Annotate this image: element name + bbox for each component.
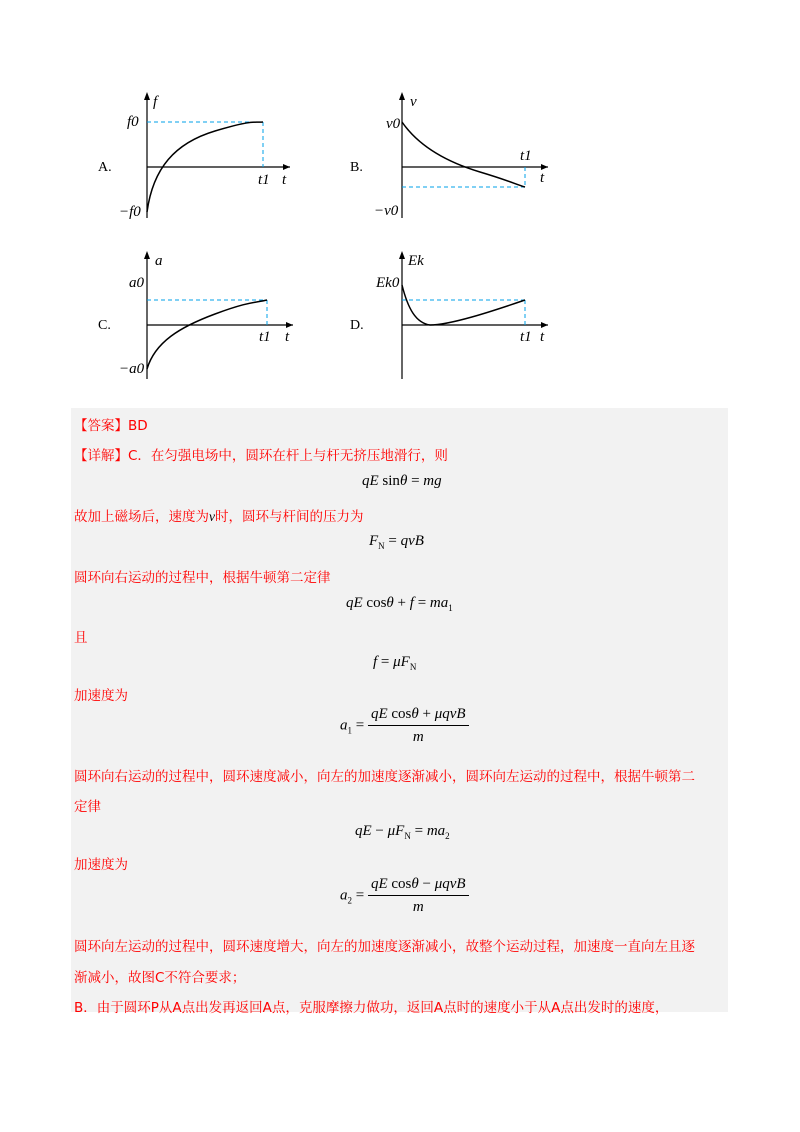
equation-5: $a_1$ = $\frac{\text{qE cosθ + μqvB}}{m}$ [340,706,469,746]
explain-line-9: 圆环向左运动的过程中，圆环速度增大，向左的加速度逐渐减小，故整个运动过程，加速度一直向左且逐 [74,939,695,955]
explain-line-1: 【详解】C．在匀强电场中，圆环在杆上与杆无挤压地滑行，则 [74,448,448,464]
equation-4: $f = \mu F_N$ [373,654,417,672]
y-pos-label: v0 [386,116,401,132]
option-c-label: C. [98,318,111,333]
y-neg-label: −a0 [119,361,145,377]
x-axis-label: t [540,329,545,345]
y-pos-label: a0 [129,275,144,291]
explain-line-11: B．由于圆环P从A点出发再返回A点，克服摩擦力做功，返回A点时的速度小于从A点出发时的速度， [74,1000,669,1016]
graph-a [95,88,305,227]
x-axis-label: t [540,170,545,186]
x-axis-arrow [286,322,293,328]
y-axis-label: a [155,253,163,269]
y-pos-label: Ek0 [376,275,400,291]
explain-line-10: 渐减小，故图C不符合要求； [74,970,246,986]
graph-c [95,247,305,386]
y-axis-arrow [399,251,405,259]
graph-c-svg [95,247,305,382]
graph-d [350,247,560,386]
equation-1: qE sinθ = mg [362,473,442,489]
explain-tag: 【详解】 [74,448,128,464]
option-b-label: B. [350,160,363,175]
explain-line-7: 定律 [74,799,101,815]
explain-line-2: 故加上磁场后，速度为v时，圆环与杆间的压力为 [74,509,364,525]
x-axis-label: t [282,172,287,188]
answer-tag: 【答案】 [74,418,128,434]
equation-2: $F_N$ = qvB [369,533,424,551]
explain-line-5: 加速度为 [74,688,128,704]
x-axis-arrow [283,164,290,170]
y-axis-arrow [144,92,150,100]
y-axis-arrow [144,251,150,259]
option-a-label: A. [98,160,112,175]
x-end-label: t1 [520,148,532,164]
explain-line-8: 加速度为 [74,857,128,873]
equation-7: $a_2$ = $\frac{\text{qE cosθ − μqvB}}{m}$ [340,876,469,916]
graph-b-svg [350,88,560,223]
equation-3: qE $\cos\theta + f = ma_1$ [346,595,453,613]
x-end-label: t1 [259,329,271,345]
explain-line-6: 圆环向右运动的过程中，圆环速度减小，向左的加速度逐渐减小，圆环向左运动的过程中，根据牛顿第二 [74,769,695,785]
option-d-label: D. [350,318,364,333]
y-pos-label: f0 [127,114,139,130]
y-axis-label: f [153,94,158,110]
y-axis-arrow [399,92,405,100]
x-axis-arrow [541,322,548,328]
curve [402,122,525,187]
x-end-label: t1 [520,329,532,345]
answer-line [74,414,148,434]
explain-line-3: 圆环向右运动的过程中，根据牛顿第二定律 [74,570,331,586]
x-end-label: t1 [258,172,270,188]
graph-d-svg [350,247,560,382]
y-axis-label: Ek [408,253,424,269]
y-axis-label: v [410,94,417,110]
answer-value: BD [128,418,148,434]
y-neg-label: −f0 [119,204,141,220]
graph-b [350,88,560,227]
x-axis-label: t [285,329,290,345]
equation-6: qE − $\mu F_N = ma_2$ [355,823,450,841]
curve [402,285,525,325]
curve [147,300,267,369]
explain-line-4: 且 [74,630,88,646]
y-neg-label: −v0 [374,203,399,219]
graph-a-svg [95,88,305,223]
